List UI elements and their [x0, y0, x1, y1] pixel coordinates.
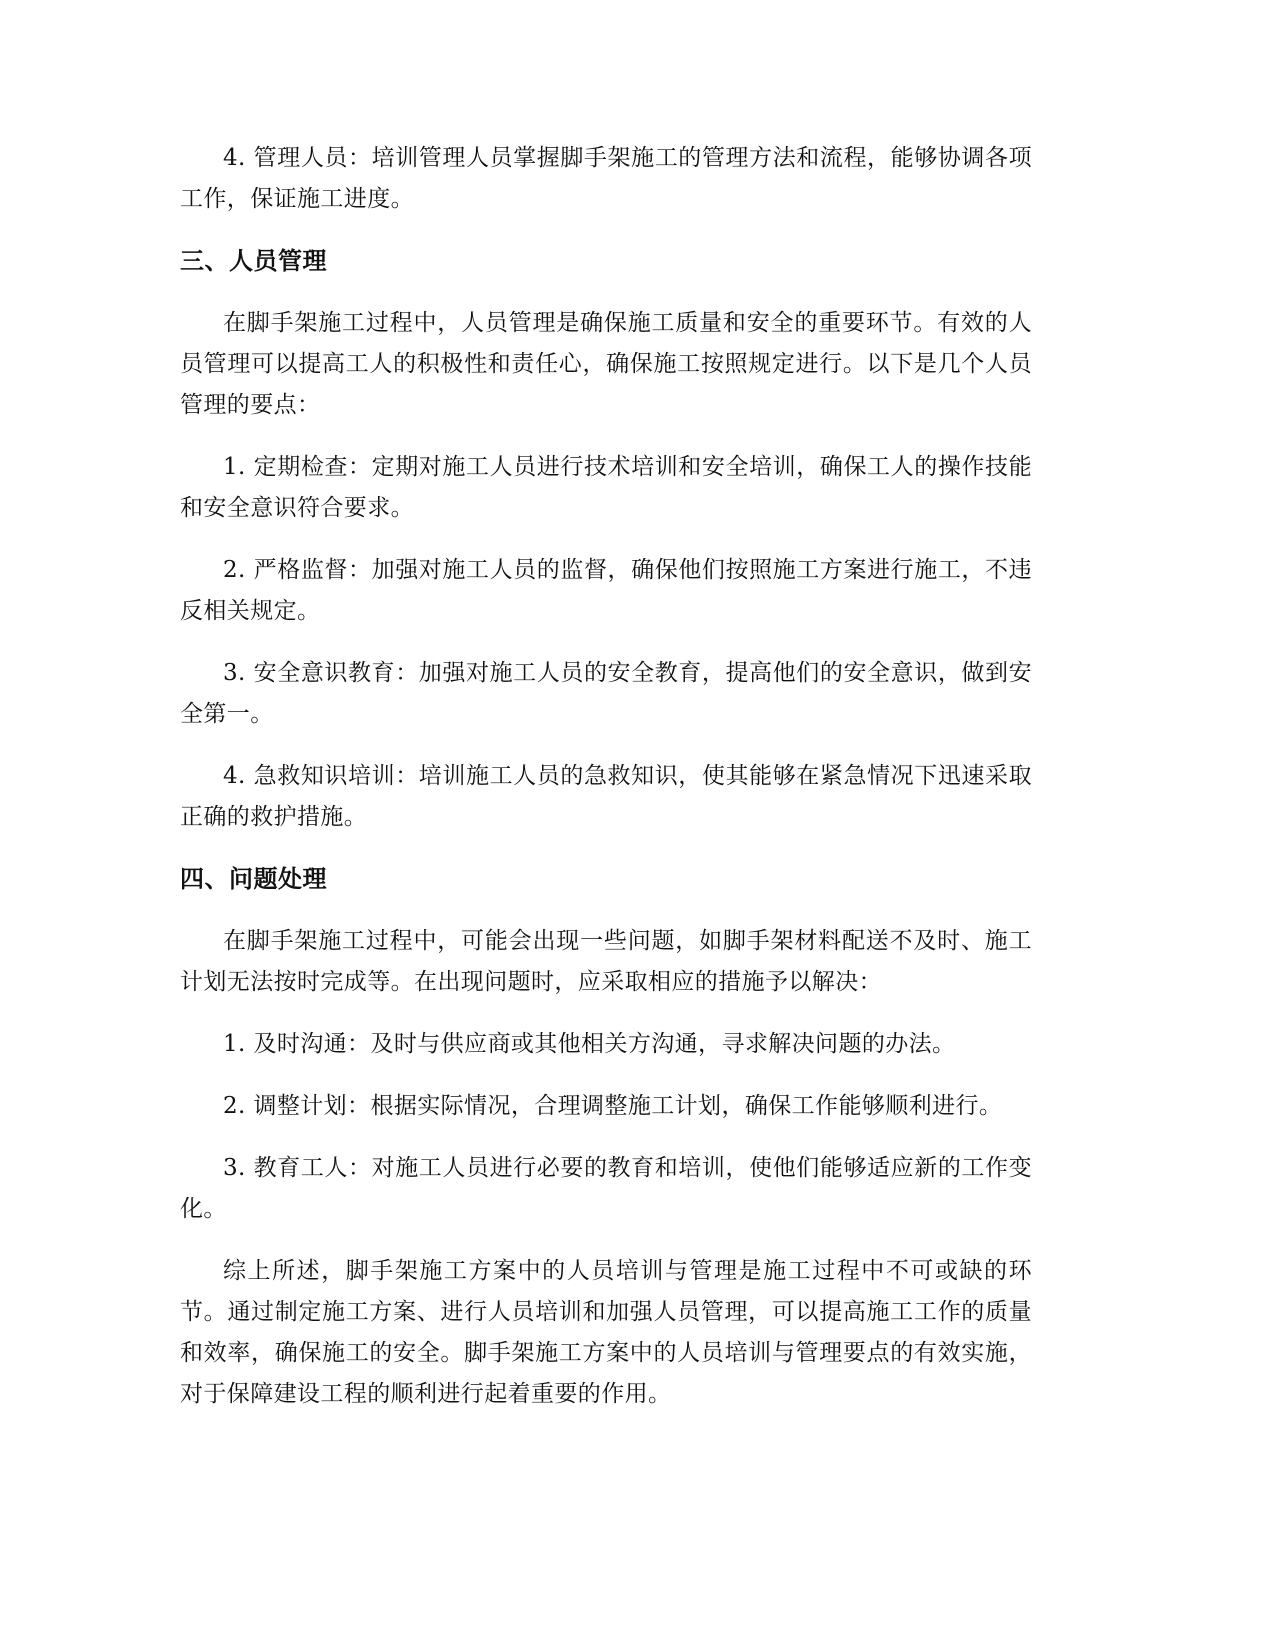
conclusion-paragraph: 综上所述，脚手架施工方案中的人员培训与管理是施工过程中不可或缺的环节。通过制定施工方案、进行人员培训和加强人员管理，可以提高施工工作的质量和效率，确保施工的安全。脚手架施工方案中的人员培训与管理要点的有效实施，对于保障建设工程的顺利进行起着重要的作用。 — [180, 1258, 1032, 1407]
list-item: 4. 急救知识培训：培训施工人员的急救知识，使其能够在紧急情况下迅速采取正确的救护措施。 — [180, 763, 1032, 830]
list-item: 2. 调整计划：根据实际情况，合理调整施工计划，确保工作能够顺利进行。 — [223, 1093, 1003, 1119]
list-item: 3. 教育工人：对施工人员进行必要的教育和培训，使他们能够适应新的工作变化。 — [180, 1155, 1032, 1222]
list-item: 3. 安全意识教育：加强对施工人员的安全教育，提高他们的安全意识，做到安全第一。 — [180, 660, 1032, 727]
paragraph: 在脚手架施工过程中，人员管理是确保施工质量和安全的重要环节。有效的人员管理可以提高工人的积极性和责任心，确保施工按照规定进行。以下是几个人员管理的要点： — [180, 310, 1032, 418]
list-item: 1. 及时沟通：及时与供应商或其他相关方沟通，寻求解决问题的办法。 — [223, 1031, 956, 1057]
paragraph: 在脚手架施工过程中，可能会出现一些问题，如脚手架材料配送不及时、施工计划无法按时完成等。在出现问题时，应采取相应的措施予以解决： — [180, 928, 1032, 995]
list-item: 1. 定期检查：定期对施工人员进行技术培训和安全培训，确保工人的操作技能和安全意识符合要求。 — [180, 454, 1032, 521]
section-heading: 四、问题处理 — [180, 865, 327, 893]
document-page — [180, 138, 1032, 1436]
section-heading: 三、人员管理 — [180, 247, 327, 275]
paragraph: 4. 管理人员：培训管理人员掌握脚手架施工的管理方法和流程，能够协调各项工作，保证施工进度。 — [180, 145, 1032, 212]
list-item: 2. 严格监督：加强对施工人员的监督，确保他们按照施工方案进行施工，不违反相关规定。 — [180, 557, 1032, 624]
